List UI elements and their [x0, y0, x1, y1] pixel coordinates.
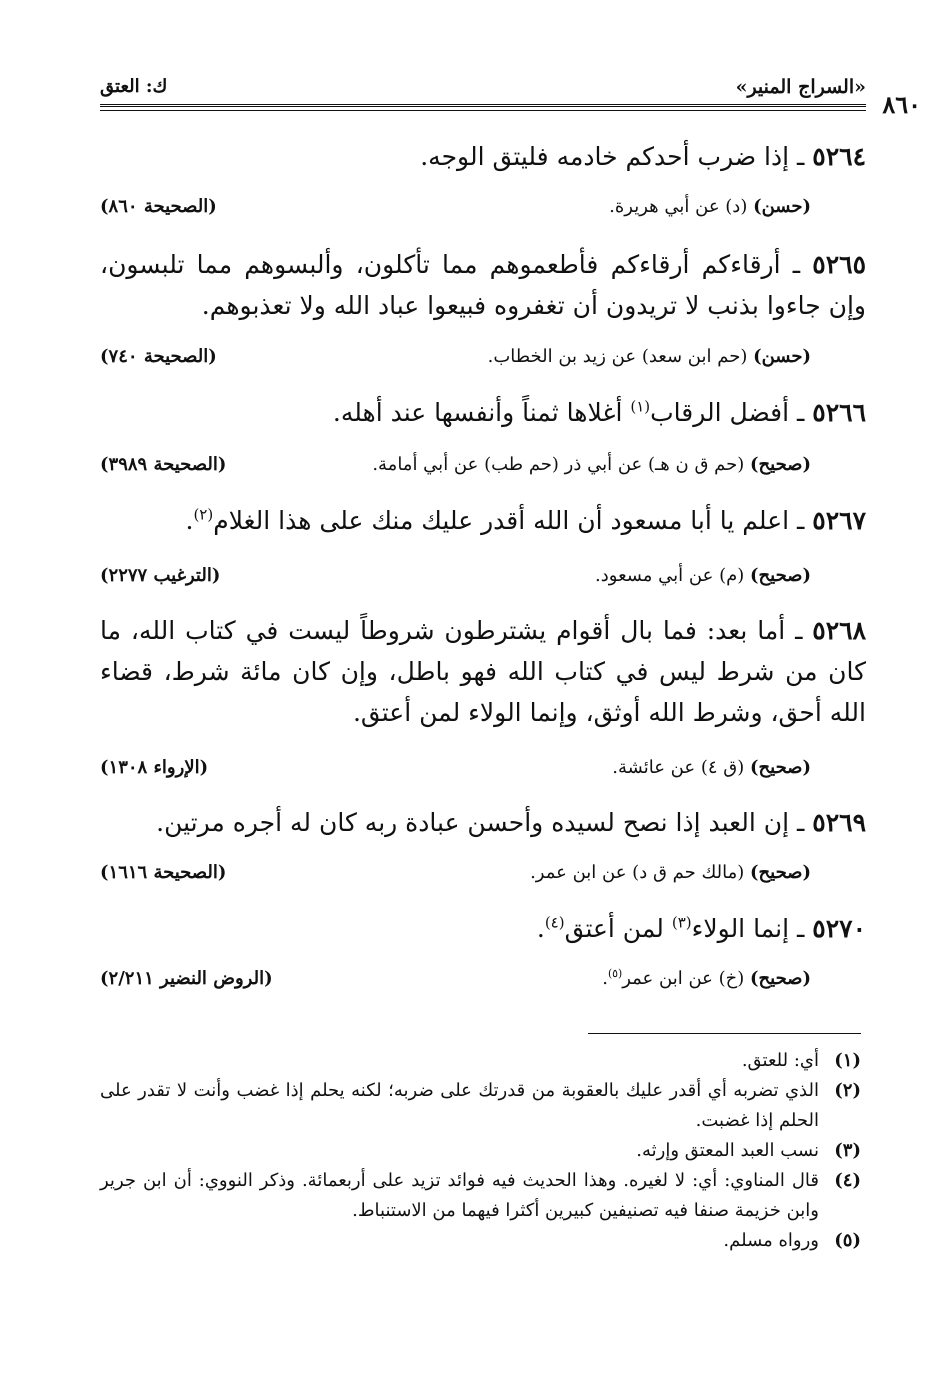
footnote-item [100, 1076, 861, 1136]
hadith-body: أرقاءكم أرقاءكم فأطعموهم مما تأكلون، وألبسوهم مما تلبسون، وإن جاءوا بذنب لا تريدون أن تغفروه فبيعوا عباد الله ولا تعذبوهم. [100, 250, 866, 320]
footnote-number: (٣) [834, 1140, 861, 1161]
hadith-5264-text: ٥٢٦٤ ـ إذا ضرب أحدكم خادمه فليتق الوجه. [420, 142, 866, 171]
hadith-body: أما بعد: فما بال أقوام يشترطون شروطاً ليست في كتاب الله، ما كان من شرط ليس في كتاب الله فهو باطل، وإن كان مائة شرط، قضاء الله أحق، وشرط الله أوثق، وإنما الولاء لمن أعتق. [100, 616, 866, 727]
hadith-body: إن العبد إذا نصح لسيده وأحسن عبادة ربه كان له أجره مرتين. [156, 808, 790, 837]
hadith-5265-source [100, 346, 811, 374]
hadith-body: اعلم يا أبا مسعود أن الله أقدر عليك منك على هذا الغلام [213, 506, 790, 535]
footnote-item [100, 1046, 861, 1076]
hadith-number: ٥٢٦٥ [812, 250, 866, 279]
footnote-number: (٥) [834, 1230, 861, 1251]
footnote-marker[interactable]: (١) [630, 397, 651, 416]
running-title: «السراج المنير» [735, 76, 866, 98]
footnote-number: (١) [834, 1050, 861, 1071]
hadith-reference: (الصحيحة ٧٤٠) [100, 346, 217, 367]
page-number: ٨٦٠ [882, 90, 921, 119]
hadith-source: . [602, 968, 608, 989]
hadith-grade: (صحيح) [750, 454, 811, 475]
hadith-5269-source [100, 862, 811, 890]
hadith-5267-text: ٥٢٦٧ ـ اعلم يا أبا مسعود أن الله أقدر عليك منك على هذا الغلام$^{(٢)}$. [185, 505, 866, 535]
hadith-reference: (الترغيب ٢٢٧٧) [100, 565, 221, 586]
hadith-grade: (صحيح) [750, 862, 811, 883]
hadith-5269-text: ٥٢٦٩ ـ إن العبد إذا نصح لسيده وأحسن عبادة ربه كان له أجره مرتين. [156, 808, 866, 837]
hadith-number: ٥٢٦٤ [812, 142, 866, 171]
chapter-title: ك: العتق [100, 76, 168, 97]
footnote-number: (٤) [834, 1170, 861, 1191]
hadith-body: أغلاها ثمناً وأنفسها عند أهله. [332, 398, 623, 427]
footnote-divider [588, 1033, 861, 1034]
hadith-body: أفضل الرقاب [650, 398, 790, 427]
footnote-item [100, 1136, 861, 1166]
hadith-source: (حم ق ن هـ) عن أبي ذر (حم طب) عن أبي أمامة. [372, 454, 745, 475]
hadith-reference: (الإرواء ١٣٠٨) [100, 757, 209, 778]
hadith-body: إنما الولاء [691, 914, 790, 943]
hadith-reference: (الصحيحة ١٦١٦) [100, 862, 227, 883]
footnote-text: ورواه مسلم. [723, 1230, 819, 1251]
hadith-number: ٥٢٧٠ [812, 914, 866, 943]
hadith-5265-text: ٥٢٦٥ ـ أرقاءكم أرقاءكم فأطعموهم مما تأكلون، وألبسوهم مما تلبسون، وإن جاءوا بذنب لا تريدون أن تغفروه فبيعوا عباد الله ولا تعذبوهم. [100, 250, 866, 320]
hadith-5267-source [100, 565, 811, 593]
hadith-body: لمن أعتق [564, 914, 664, 943]
footnote-marker[interactable]: (٣) [671, 913, 692, 932]
hadith-5268-source [100, 757, 811, 785]
hadith-body: . [185, 506, 194, 535]
footnotes [100, 1046, 861, 1256]
footnote-item [100, 1226, 861, 1256]
hadith-source: (ق ٤) عن عائشة. [612, 757, 745, 778]
hadith-source: (م) عن أبي مسعود. [595, 565, 745, 586]
hadith-5270-text: ٥٢٧٠ ـ إنما الولاء$^{(٣)}$ لمن أعتق$^{(٤)}$. [536, 913, 866, 943]
hadith-number: ٥٢٦٨ [812, 616, 867, 645]
hadith-reference: (الصحيحة ٣٩٨٩) [100, 454, 227, 475]
hadith-5268-text: ٥٢٦٨ ـ أما بعد: فما بال أقوام يشترطون شروطاً ليست في كتاب الله، ما كان من شرط ليس في كتاب الله فهو باطل، وإن كان مائة شرط، قضاء الله أحق، وشرط الله أوثق، وإنما الولاء لمن أعتق. [100, 616, 867, 727]
hadith-grade: (حسن) [753, 196, 811, 217]
footnote-text: أي: للعتق. [741, 1050, 819, 1071]
hadith-5266-source [100, 454, 811, 482]
footnote-marker[interactable]: (٤) [544, 913, 565, 932]
hadith-number: ٥٢٦٧ [812, 506, 866, 535]
hadith-source: (حم ابن سعد) عن زيد بن الخطاب. [487, 346, 748, 367]
hadith-reference: (الروض النضير ٢/٢١١) [100, 968, 273, 989]
header-divider [100, 104, 866, 111]
hadith-5270-source [100, 968, 811, 996]
hadith-source: (خ) عن ابن عمر [622, 968, 745, 989]
hadith-number: ٥٢٦٦ [812, 398, 866, 427]
footnote-number: (٢) [834, 1080, 861, 1101]
footnote-marker[interactable]: (٢) [193, 505, 214, 524]
hadith-body: . [536, 914, 545, 943]
footnote-marker[interactable]: (٥) [607, 967, 623, 980]
hadith-number: ٥٢٦٩ [812, 808, 866, 837]
footnote-text: قال المناوي: أي: لا لغيره. وهذا الحديث فيه فوائد تزيد على أربعمائة. وذكر النووي: أن ابن جرير وابن خزيمة صنفا فيه تصنيفين كبيرين أكثرا فيهما من الاستنباط. [100, 1170, 819, 1221]
hadith-5266-text: ٥٢٦٦ ـ أفضل الرقاب$^{(١)}$ أغلاها ثمناً وأنفسها عند أهله. [332, 397, 866, 427]
hadith-source: (مالك حم ق د) عن ابن عمر. [530, 862, 745, 883]
hadith-grade: (صحيح) [750, 565, 811, 586]
hadith-grade: (صحيح) [750, 968, 811, 989]
footnote-item [100, 1166, 861, 1226]
footnote-text: الذي تضربه أي أقدر عليك بالعقوبة من قدرتك على ضربه؛ لكنه يحلم إذا غضب وأنت لا تقدر على الحلم إذا غضبت. [100, 1080, 819, 1131]
footnote-text: نسب العبد المعتق وإرثه. [636, 1140, 819, 1161]
hadith-body: إذا ضرب أحدكم خادمه فليتق الوجه. [420, 142, 790, 171]
hadith-reference: (الصحيحة ٨٦٠) [100, 196, 217, 217]
hadith-source: (د) عن أبي هريرة. [609, 196, 748, 217]
hadith-grade: (حسن) [753, 346, 811, 367]
hadith-5264-source [100, 196, 811, 224]
hadith-grade: (صحيح) [750, 757, 811, 778]
